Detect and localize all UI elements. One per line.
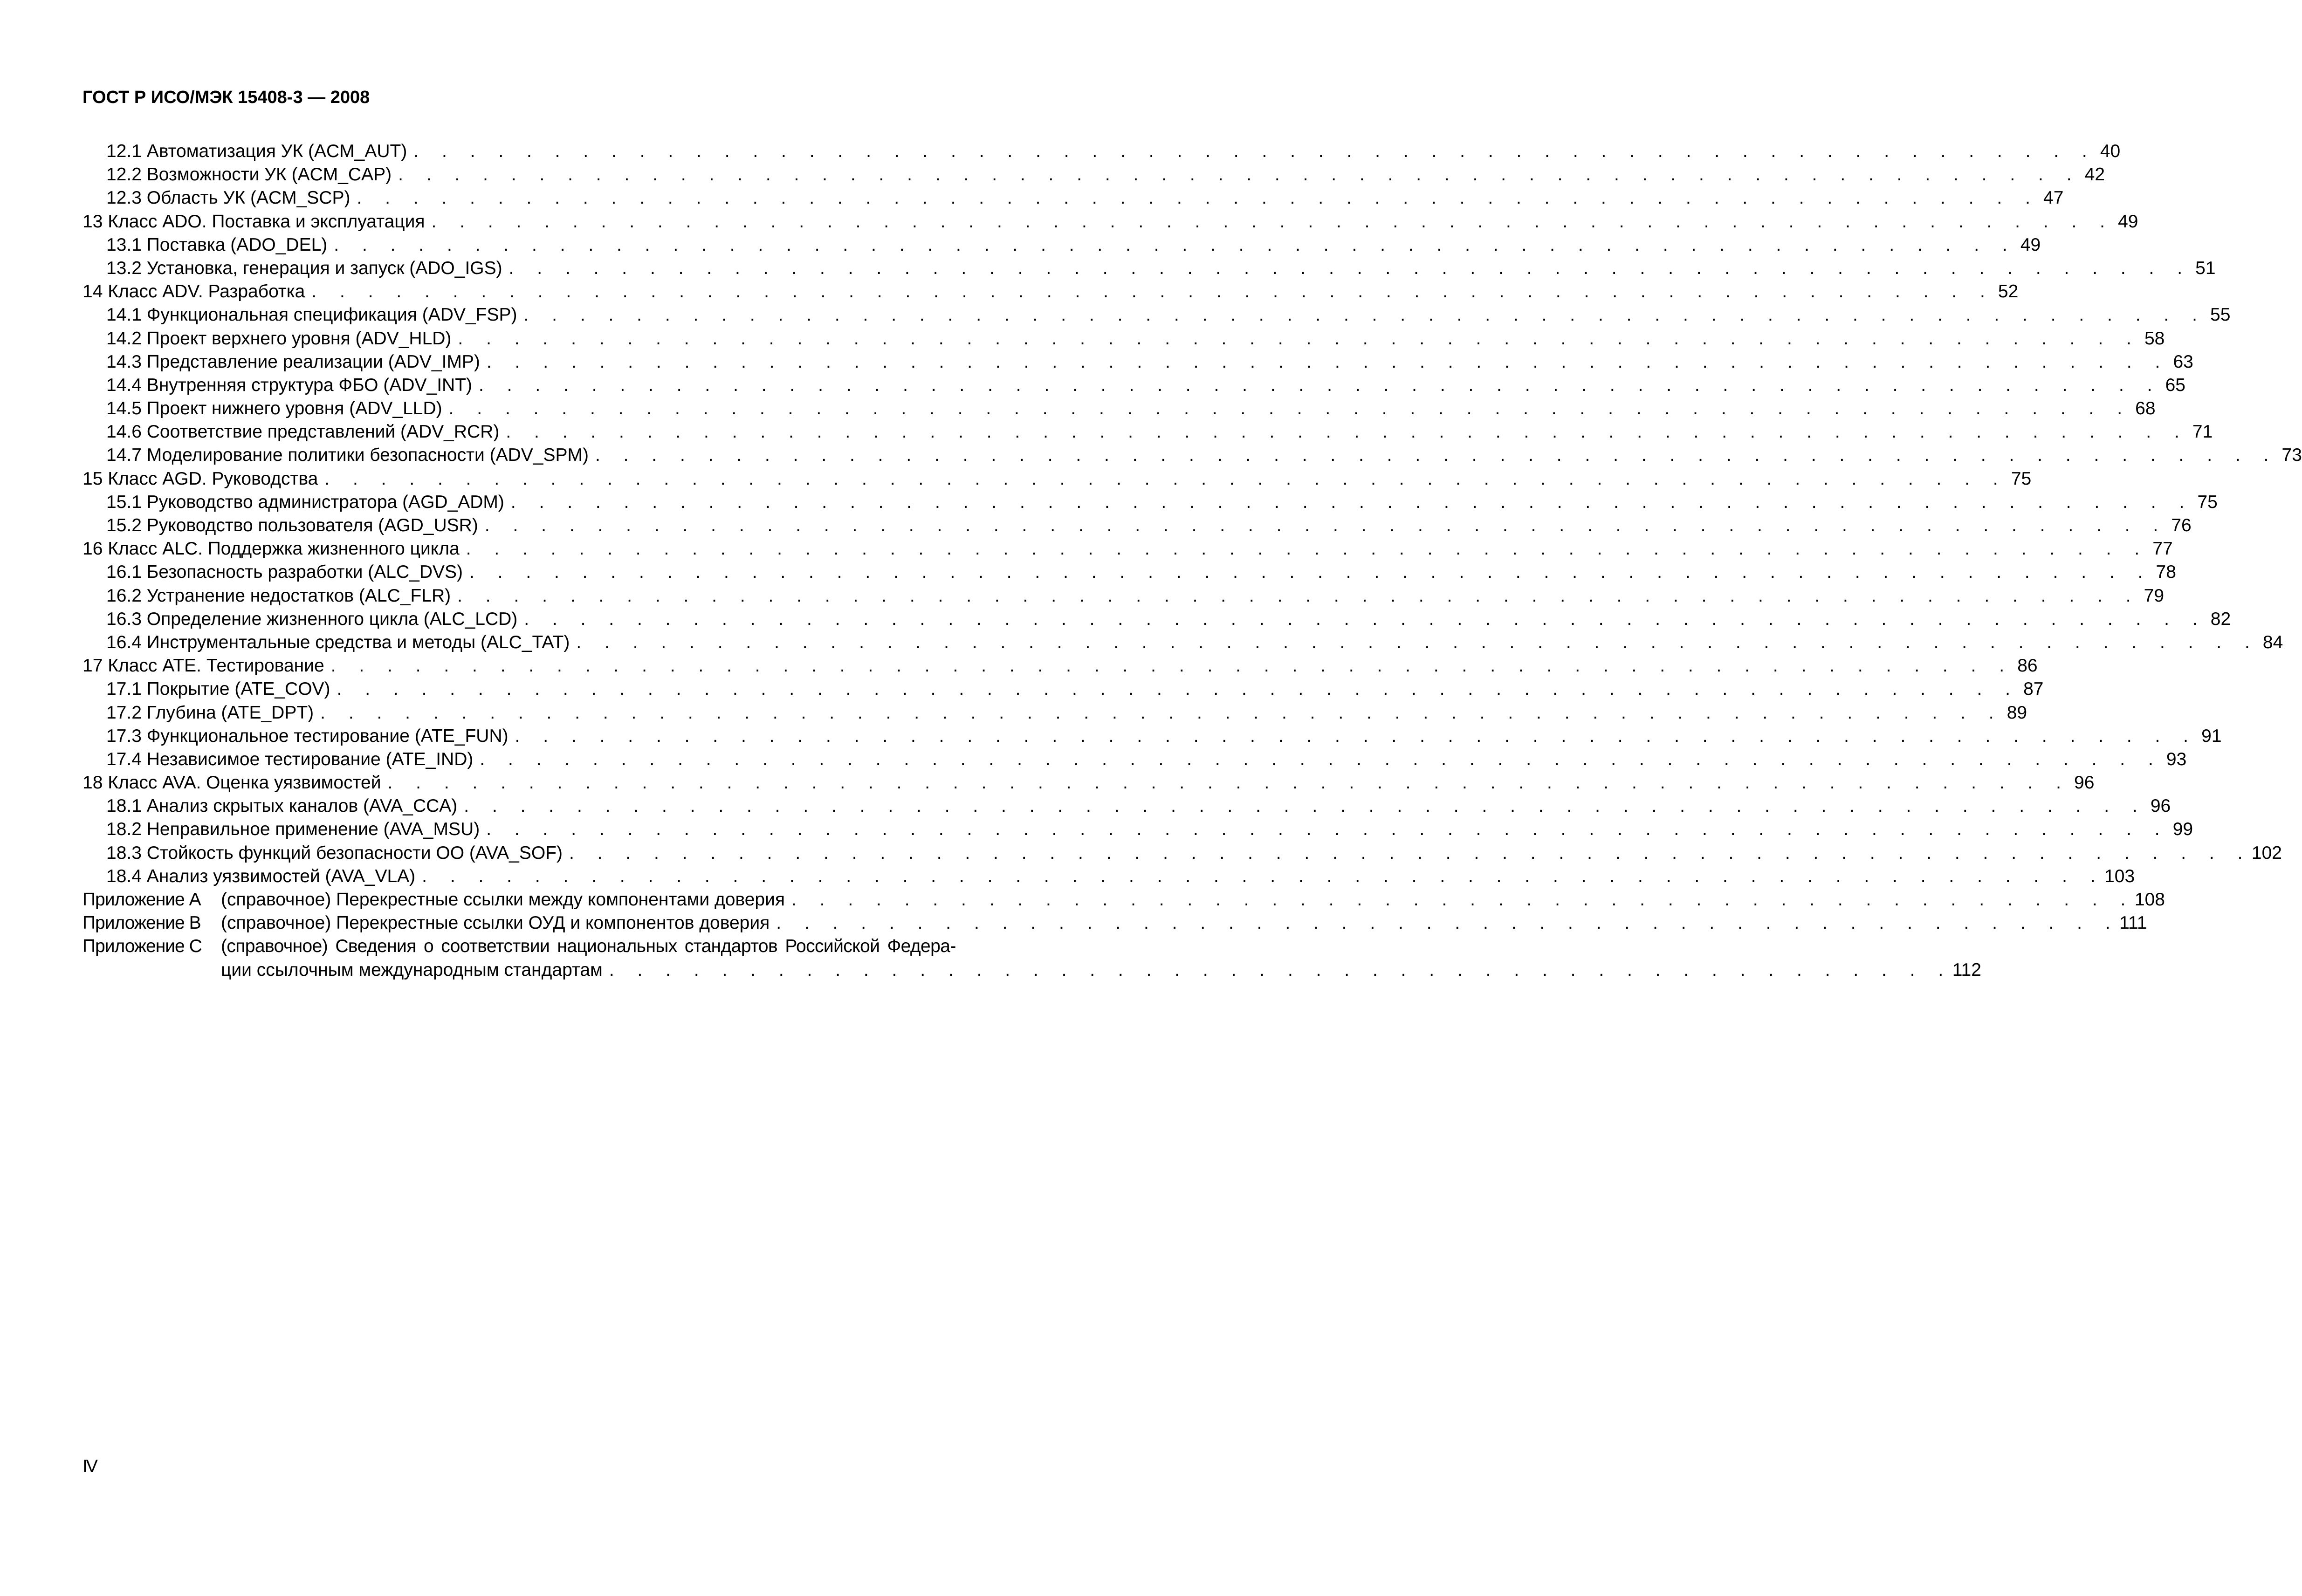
toc-subsection-entry[interactable] [82, 397, 2156, 420]
toc-subsection-entry[interactable] [82, 748, 2187, 771]
appendix-page-number: 112 [1952, 959, 1981, 980]
toc-subsection-entry[interactable] [82, 444, 2302, 467]
toc-entry-page-number: 52 [1998, 281, 2019, 302]
dot-leader: . . . . . . . . . . . . . . . . . . . . . . . . . . . . . . . . . . . . . . . . . . . . . . . . . . . . . . . . . . . . [464, 796, 2147, 816]
toc-entry-title: 16.4 Инструментальные средства и методы (ALC_TAT) [106, 632, 570, 652]
dot-leader: . . . . . . . . . . . . . . . . . . . . . . . . . . . . . . . . . . . . . . . . . . . . . . . . . . . . . . . . . . . . [337, 679, 2020, 699]
dot-leader: . . . . . . . . . . . . . . . . . . . . . . . . . . . . . . . . . . . . . . . . . . . . . . . . . . . . . . . . . . . . [509, 258, 2192, 278]
dot-leader: . . . . . . . . . . . . . . . . . . . . . . . . . . . . . . . . . . . . . . . . . . . . . . . . . . . . . . . . . . . . [515, 726, 2198, 746]
toc-entry-title: 14.3 Представление реализации (ADV_IMP) [106, 351, 480, 372]
toc-subsection-entry[interactable] [82, 561, 2176, 584]
toc-entry-title: 14.1 Функциональная спецификация (ADV_FSP) [106, 305, 517, 325]
toc-subsection-entry[interactable] [82, 678, 2044, 701]
toc-section-entry[interactable] [82, 771, 2095, 795]
dot-leader: . . . . . . . . . . . . . . . . . . . . . . . . . . . . . . . . . . . . . . . . . . . . . . . . . . . . . . . . . . . . [330, 656, 2013, 676]
page-number-footer: IV [82, 1457, 96, 1476]
appendix-title: (справочное) Перекрестные ссылки между компонентами доверия [221, 890, 785, 910]
toc-entry-page-number: 78 [2156, 562, 2176, 582]
dot-leader: . . . . . . . . . . . . . . . . . . . . . . . . . . . . . . . . . . . . . . . . . . . . . . . . [609, 959, 1952, 980]
appendix-entry-b[interactable] [82, 911, 2147, 935]
toc-entry-page-number: 65 [2165, 375, 2185, 395]
toc-entry-page-number: 77 [2152, 539, 2173, 559]
toc-entry-page-number: 96 [2074, 773, 2095, 793]
dot-leader: . . . . . . . . . . . . . . . . . . . . . . . . . . . . . . . . . . . . . . . . . . . . . . . . . . . . . . . . . . . . [431, 211, 2114, 232]
toc-entry-title: 15.2 Руководство пользователя (AGD_USR) [106, 515, 478, 535]
toc-entry-page-number: 87 [2023, 679, 2044, 699]
toc-entry-title: 14.6 Соответствие представлений (ADV_RCR) [106, 422, 500, 442]
toc-subsection-entry[interactable] [82, 420, 2213, 444]
appendix-label: Приложение В [82, 913, 201, 933]
dot-leader: . . . . . . . . . . . . . . . . . . . . . . . . . . . . . . . . . . . . . . . . . . . . . . . . . . . . . . . . . . . . [595, 445, 2278, 466]
toc-section-entry[interactable] [82, 280, 2019, 303]
toc-subsection-entry[interactable] [82, 514, 2192, 537]
toc-entry-page-number: 40 [2100, 141, 2121, 161]
toc-entry-page-number: 68 [2135, 398, 2156, 419]
appendix-page-number: 108 [2134, 890, 2165, 910]
toc-subsection-entry[interactable] [82, 491, 2218, 514]
toc-entry-title: 17.3 Функциональное тестирование (ATE_FUN) [106, 726, 509, 746]
toc-subsection-entry[interactable] [82, 233, 2041, 257]
toc-entry-title: 14.7 Моделирование политики безопасности (ADV_SPM) [106, 445, 589, 466]
toc-entry-page-number: 49 [2020, 234, 2041, 255]
toc-entry-page-number: 49 [2118, 211, 2138, 232]
toc-entry-title: 16.2 Устранение недостатков (ALC_FLR) [106, 585, 451, 606]
toc-entry-page-number: 42 [2084, 164, 2105, 185]
toc-entry-page-number: 51 [2195, 258, 2216, 278]
appendix-label: Приложение А [82, 890, 201, 910]
appendix-page-number: 111 [2119, 913, 2147, 933]
toc-section-entry[interactable] [82, 654, 2038, 678]
toc-entry-title: 14 Класс ADV. Разработка [82, 281, 305, 302]
toc-subsection-entry[interactable] [82, 140, 2121, 163]
toc-entry-page-number: 86 [2017, 656, 2038, 676]
toc-subsection-entry[interactable] [82, 701, 2027, 725]
toc-entry-page-number: 102 [2251, 843, 2282, 863]
toc-entry-title: 14.5 Проект нижнего уровня (ADV_LLD) [106, 398, 442, 419]
dot-leader: . . . . . . . . . . . . . . . . . . . . . . . . . . . . . . . . . . . . . . . . . . . . . . . . . . . . . . . . . . . . [506, 422, 2189, 442]
appendix-title: (справочное) Перекрестные ссылки ОУД и компонентов доверия [221, 913, 770, 933]
toc-entry-title: 17.4 Независимое тестирование (ATE_IND) [106, 749, 474, 769]
toc-section-entry[interactable] [82, 467, 2032, 491]
toc-entry-page-number: 63 [2173, 351, 2193, 372]
dot-leader: . . . . . . . . . . . . . . . . . . . . . . . . . . . . . . . . . . . . . . . . . . . . . . . . . . . . . . . . . . . . [311, 281, 1994, 302]
toc-entry-title: 16.3 Определение жизненного цикла (ALC_LCD) [106, 609, 518, 629]
toc-entry-page-number: 96 [2150, 796, 2171, 816]
dot-leader: . . . . . . . . . . . . . . . . . . . . . . . . . . . . . . . . . . . . . . . . . . . . . . . . . . . . . . . . . . . . [324, 468, 2007, 489]
toc-entry-page-number: 89 [2007, 702, 2027, 723]
toc-entry-title: 12.1 Автоматизация УК (ACM_AUT) [106, 141, 407, 161]
toc-entry-title: 16.1 Безопасность разработки (ALC_DVS) [106, 562, 463, 582]
dot-leader: . . . . . . . . . . . . . . . . . . . . . . . . . . . . . . . . . . . . . . . . . . . . . . . . . . . . . . . . . . . . [357, 188, 2040, 208]
dot-leader: . . . . . . . . . . . . . . . . . . . . . . . . . . . . . . . . . . . . . . . . . . . . . . . . . . . . . . . . . . . . [448, 398, 2131, 419]
toc-entry-page-number: 103 [2104, 866, 2135, 886]
document-header: ГОСТ Р ИСО/МЭК 15408-3 — 2008 [82, 88, 370, 107]
toc-entry-title: 18 Класс AVA. Оценка уязвимостей [82, 773, 381, 793]
toc-subsection-entry[interactable] [82, 725, 2222, 748]
toc-entry-title: 12.2 Возможности УК (ACM_CAP) [106, 164, 392, 185]
toc-subsection-entry[interactable] [82, 303, 2231, 327]
dot-leader: . . . . . . . . . . . . . . . . . . . . . . . . . . . . . . . . . . . . . . . . . . . . . . . . . . . . . . . . . . . . [458, 328, 2141, 349]
appendix-entry-c[interactable] [82, 935, 1981, 981]
toc-entry-title: 18.1 Анализ скрытых каналов (AVA_CCA) [106, 796, 458, 816]
dot-leader: . . . . . . . . . . . . . . . . . . . . . . . . . . . . . . . . . . . . . . . . . . . . . . . . [776, 913, 2120, 933]
dot-leader: . . . . . . . . . . . . . . . . . . . . . . . . . . . . . . . . . . . . . . . . . . . . . . . . . . . . . . . . . . . . [334, 234, 2017, 255]
toc-entry-page-number: 93 [2166, 749, 2187, 769]
toc-entry-title: 12.3 Область УК (ACM_SCP) [106, 188, 350, 208]
dot-leader: . . . . . . . . . . . . . . . . . . . . . . . . . . . . . . . . . . . . . . . . . . . . . . . . . . . . . . . . . . . . [469, 562, 2152, 582]
dot-leader: . . . . . . . . . . . . . . . . . . . . . . . . . . . . . . . . . . . . . . . . . . . . . . . . . . . . . . . . . . . . [523, 305, 2206, 325]
dot-leader: . . . . . . . . . . . . . . . . . . . . . . . . . . . . . . . . . . . . . . . . . . . . . . . . . . . . . . . . . . . . [576, 632, 2259, 652]
toc-subsection-entry[interactable] [82, 795, 2171, 818]
dot-leader: . . . . . . . . . . . . . . . . . . . . . . . . . . . . . . . . . . . . . . . . . . . . . . . . . . . . . . . . . . . . [413, 141, 2096, 161]
toc-entry-title: 17.1 Покрытие (ATE_COV) [106, 679, 330, 699]
dot-leader: . . . . . . . . . . . . . . . . . . . . . . . . . . . . . . . . . . . . . . . . . . . . . . . . . . . . . . . . . . . . [524, 609, 2207, 629]
toc-entry-page-number: 79 [2144, 585, 2165, 606]
dot-leader: . . . . . . . . . . . . . . . . . . . . . . . . . . . . . . . . . . . . . . . . . . . . . . . . . . . . . . . . . . . . [479, 375, 2161, 395]
toc-entry-title: 15.1 Руководство администратора (AGD_ADM) [106, 492, 504, 512]
toc-subsection-entry[interactable] [82, 163, 2105, 186]
toc-entry-page-number: 47 [2043, 188, 2064, 208]
appendix-entry-a[interactable] [82, 888, 2165, 911]
dot-leader: . . . . . . . . . . . . . . . . . . . . . . . . . . . . . . . . . . . . . . . . . . . . . . . . . . . . . . . . . . . . [387, 773, 2070, 793]
toc-entry-title: 13.2 Установка, генерация и запуск (ADO_IGS) [106, 258, 502, 278]
dot-leader: . . . . . . . . . . . . . . . . . . . . . . . . . . . . . . . . . . . . . . . . . . . . . . . . . . . . . . . . . . . . [486, 351, 2169, 372]
toc-entry-title: 16 Класс ALC. Поддержка жизненного цикла [82, 539, 460, 559]
dot-leader: . . . . . . . . . . . . . . . . . . . . . . . . . . . . . . . . . . . . . . . . . . . . . . . . [791, 890, 2135, 910]
dot-leader: . . . . . . . . . . . . . . . . . . . . . . . . . . . . . . . . . . . . . . . . . . . . . . . . . . . . . . . . . . . . [480, 749, 2163, 769]
appendix-label: Приложение С [82, 936, 202, 957]
toc-entry-page-number: 73 [2281, 445, 2302, 466]
toc-entry-page-number: 82 [2210, 609, 2231, 629]
toc-entry-title: 18.2 Неправильное применение (AVA_MSU) [106, 819, 480, 840]
dot-leader: . . . . . . . . . . . . . . . . . . . . . . . . . . . . . . . . . . . . . . . . . . . . . . . . . . . . . . . . . . . . [320, 702, 2003, 723]
dot-leader: . . . . . . . . . . . . . . . . . . . . . . . . . . . . . . . . . . . . . . . . . . . . . . . . . . . . . . . . . . . . [457, 585, 2140, 606]
toc-subsection-entry[interactable] [82, 842, 2282, 865]
dot-leader: . . . . . . . . . . . . . . . . . . . . . . . . . . . . . . . . . . . . . . . . . . . . . . . . . . . . . . . . . . . . [486, 819, 2169, 840]
toc-subsection-entry[interactable] [82, 327, 2165, 350]
toc-entry-title: 13.1 Поставка (ADO_DEL) [106, 234, 328, 255]
toc-subsection-entry[interactable] [82, 818, 2193, 841]
dot-leader: . . . . . . . . . . . . . . . . . . . . . . . . . . . . . . . . . . . . . . . . . . . . . . . . . . . . . . . . . . . . [422, 866, 2105, 886]
toc-entry-title: 17.2 Глубина (ATE_DPT) [106, 702, 314, 723]
toc-entries [82, 140, 2302, 888]
toc-entry-title: 14.2 Проект верхнего уровня (ADV_HLD) [106, 328, 452, 349]
toc-subsection-entry[interactable] [82, 257, 2216, 280]
dot-leader: . . . . . . . . . . . . . . . . . . . . . . . . . . . . . . . . . . . . . . . . . . . . . . . . . . . . . . . . . . . . [466, 539, 2149, 559]
table-of-contents [82, 140, 2302, 982]
toc-entry-page-number: 55 [2210, 305, 2231, 325]
toc-subsection-entry[interactable] [82, 631, 2283, 654]
toc-subsection-entry[interactable] [82, 865, 2135, 888]
toc-entry-page-number: 58 [2144, 328, 2165, 349]
toc-section-entry[interactable] [82, 210, 2138, 233]
toc-entry-page-number: 76 [2171, 515, 2192, 535]
toc-entry-title: 17 Класс ATE. Тестирование [82, 656, 324, 676]
toc-entry-page-number: 99 [2172, 819, 2193, 840]
toc-subsection-entry[interactable] [82, 608, 2231, 631]
toc-entry-title: 13 Класс ADO. Поставка и эксплуатация [82, 211, 425, 232]
toc-section-entry[interactable] [82, 537, 2173, 561]
toc-subsection-entry[interactable] [82, 374, 2185, 397]
dot-leader: . . . . . . . . . . . . . . . . . . . . . . . . . . . . . . . . . . . . . . . . . . . . . . . . . . . . . . . . . . . . [569, 843, 2252, 863]
toc-entry-page-number: 91 [2201, 726, 2222, 746]
dot-leader: . . . . . . . . . . . . . . . . . . . . . . . . . . . . . . . . . . . . . . . . . . . . . . . . . . . . . . . . . . . . [398, 164, 2081, 185]
dot-leader: . . . . . . . . . . . . . . . . . . . . . . . . . . . . . . . . . . . . . . . . . . . . . . . . . . . . . . . . . . . . [510, 492, 2193, 512]
toc-entry-page-number: 84 [2262, 632, 2283, 652]
toc-subsection-entry[interactable] [82, 350, 2193, 374]
toc-entry-title: 14.4 Внутренняя структура ФБО (ADV_INT) [106, 375, 473, 395]
toc-subsection-entry[interactable] [82, 186, 2064, 210]
toc-entry-title: 18.3 Стойкость функций безопасности ОО (AVA_SOF) [106, 843, 563, 863]
toc-entry-page-number: 75 [2011, 468, 2032, 489]
dot-leader: . . . . . . . . . . . . . . . . . . . . . . . . . . . . . . . . . . . . . . . . . . . . . . . . . . . . . . . . . . . . [484, 515, 2167, 535]
toc-entry-page-number: 71 [2192, 422, 2213, 442]
appendix-title-line-2: ции ссылочным международным стандартам [221, 959, 603, 980]
toc-subsection-entry[interactable] [82, 584, 2165, 608]
appendix-title-line-1: (справочное) Сведения о соответствии национальных стандартов Российской Федера- [221, 936, 956, 957]
toc-entry-page-number: 75 [2197, 492, 2218, 512]
toc-entry-title: 18.4 Анализ уязвимостей (AVA_VLA) [106, 866, 416, 886]
toc-entry-title: 15 Класс AGD. Руководства [82, 468, 318, 489]
